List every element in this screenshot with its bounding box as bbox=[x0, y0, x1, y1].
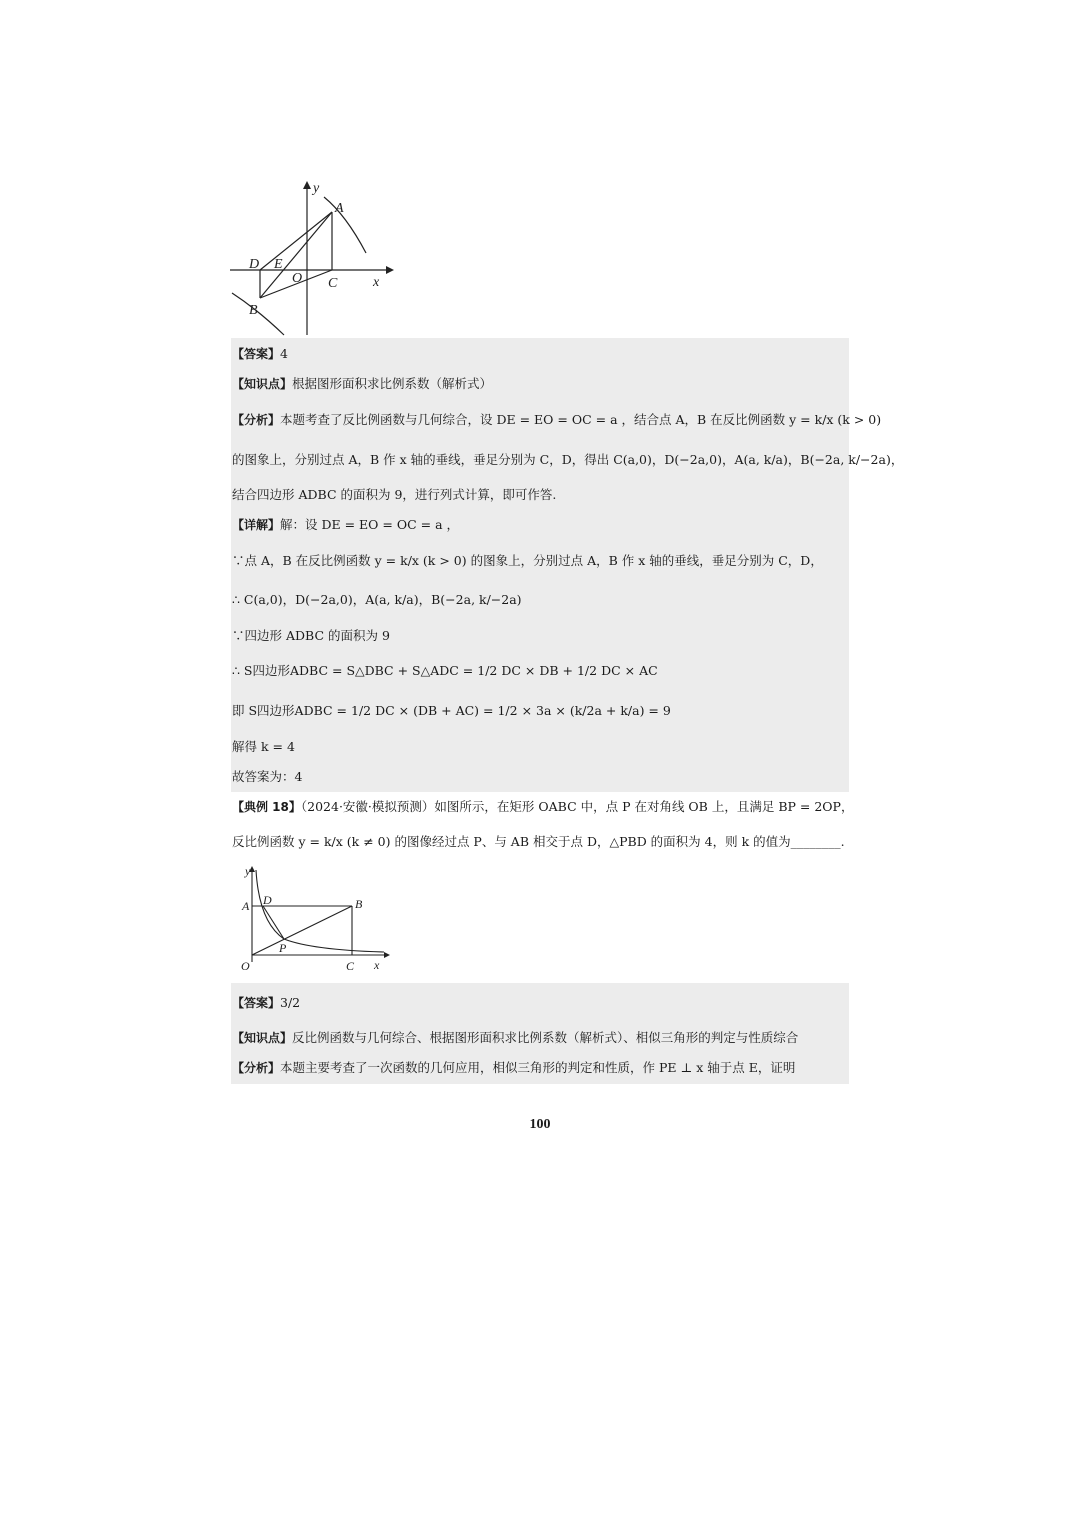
label-x: x bbox=[373, 275, 380, 290]
segment-AD bbox=[260, 212, 332, 270]
detail-line-5: ∴ S四边形ADBC = S△DBC + S△ADC = 1/2 DC × DB + 1/2 DC × AC bbox=[232, 663, 658, 678]
hyperbola-branch-left bbox=[232, 293, 284, 335]
segment-DP bbox=[263, 906, 284, 939]
label-x: x bbox=[374, 958, 380, 972]
x-axis-arrow bbox=[386, 266, 394, 274]
label-D: D bbox=[249, 257, 260, 272]
detail-line-6: 即 S四边形ADBC = 1/2 DC × (DB + AC) = 1/2 × 3a × (k/2a + k/a) = 9 bbox=[232, 703, 671, 718]
label-A: A bbox=[335, 201, 344, 216]
detail-line-1: 【详解】解：设 DE = EO = OC = a ， bbox=[232, 517, 460, 532]
label-C: C bbox=[328, 276, 338, 291]
label-A: A bbox=[242, 899, 250, 913]
hyperbola-branch-right bbox=[324, 197, 366, 253]
analysis-line-2b: 【分析】本题主要考查了一次函数的几何应用，相似三角形的判定和性质，作 PE ⊥ x 轴于点 E，证明 bbox=[232, 1060, 796, 1075]
label-B: B bbox=[249, 303, 258, 318]
detail-line-8: 故答案为：4 bbox=[232, 769, 303, 784]
label-P: P bbox=[279, 941, 287, 955]
label-B: B bbox=[355, 897, 363, 911]
example18-line-1: 【典例 18】（2024·安徽·模拟预测）如图所示，在矩形 OABC 中，点 P 在对角线 OB 上，且满足 BP = 2OP， bbox=[232, 799, 854, 814]
diagonal-OB bbox=[252, 906, 352, 955]
example18-line-2: 反比例函数 y = k/x (k ≠ 0) 的图像经过点 P、与 AB 相交于点 D，△PBD 的面积为 4，则 k 的值为________. bbox=[232, 834, 845, 849]
detail-line-7: 解得 k = 4 bbox=[232, 739, 295, 754]
hyperbola-curve bbox=[256, 870, 384, 952]
answer-line-1: 【答案】4 bbox=[232, 346, 288, 361]
label-C: C bbox=[346, 959, 355, 973]
analysis-line-3: 结合四边形 ADBC 的面积为 9，进行列式计算，即可作答. bbox=[232, 487, 557, 502]
knowledge-line-2: 【知识点】反比例函数与几何综合、根据图形面积求比例系数（解析式）、相似三角形的判定与性质综合 bbox=[232, 1030, 799, 1045]
label-y: y bbox=[313, 181, 320, 196]
detail-line-4: ∵四边形 ADBC 的面积为 9 bbox=[232, 628, 390, 643]
label-O: O bbox=[241, 959, 250, 973]
label-E: E bbox=[274, 257, 283, 272]
analysis-line-1: 【分析】本题考查了反比例函数与几何综合，设 DE = EO = OC = a ，结合点 A，B 在反比例函数 y = k/x (k > 0) bbox=[232, 412, 882, 427]
detail-line-3: ∴ C(a,0)，D(−2a,0)，A(a, k/a)，B(−2a, k/−2a) bbox=[232, 592, 522, 607]
page-number: 100 bbox=[529, 1117, 551, 1132]
x-axis-arrow bbox=[384, 952, 390, 958]
analysis-line-2: 的图象上，分别过点 A，B 作 x 轴的垂线，垂足分别为 C，D，得出 C(a,0)，D(−2a,0)，A(a, k/a)，B(−2a, k/−2a)， bbox=[232, 452, 904, 467]
label-O: O bbox=[292, 271, 303, 286]
label-y: y bbox=[245, 864, 251, 878]
y-axis-arrow bbox=[303, 181, 311, 189]
figure-inverse-function-1 bbox=[228, 175, 398, 340]
detail-line-2: ∵点 A，B 在反比例函数 y = k/x (k > 0) 的图象上，分别过点 A，B 作 x 轴的垂线，垂足分别为 C，D， bbox=[232, 553, 823, 568]
knowledge-line-1: 【知识点】根据图形面积求比例系数（解析式） bbox=[232, 376, 493, 391]
label-D: D bbox=[263, 893, 272, 907]
figure-rectangle-OABC bbox=[232, 862, 392, 977]
answer-line-2: 【答案】3/2 bbox=[232, 995, 301, 1010]
